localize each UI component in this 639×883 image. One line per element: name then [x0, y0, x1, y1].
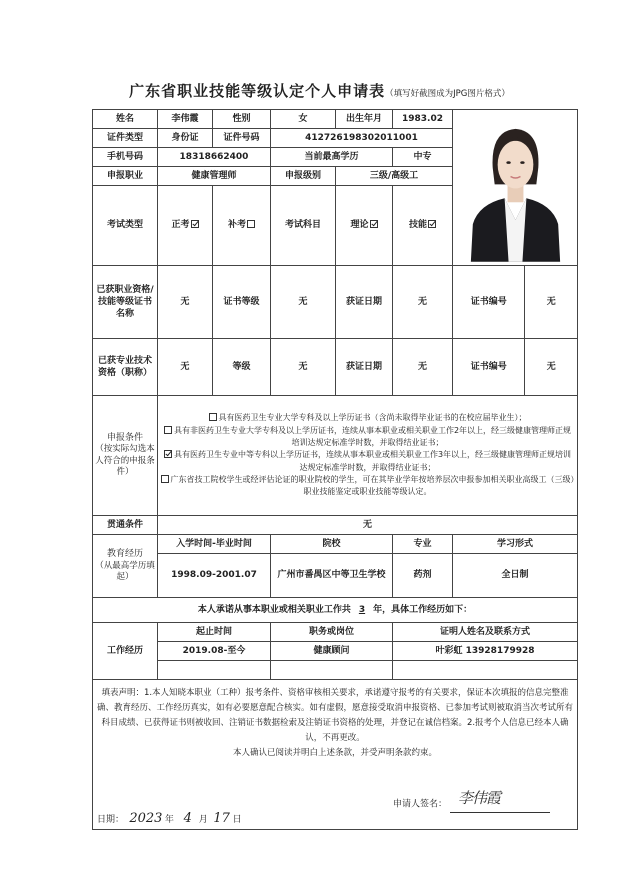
- application-form: [92, 109, 578, 830]
- exam-theory-label: 理论: [350, 220, 369, 231]
- photo-cell: [453, 110, 578, 266]
- work-period[interactable]: 2019.08-至今: [158, 642, 271, 661]
- edu-major[interactable]: 药剂: [393, 554, 453, 598]
- condition-item[interactable]: [160, 449, 575, 474]
- exam-makeup[interactable]: [213, 186, 271, 266]
- label-cert-date: 获证日期: [336, 266, 393, 339]
- exam-theory[interactable]: [336, 186, 393, 266]
- edu-form[interactable]: 全日制: [453, 554, 578, 598]
- label-id-no: 证件号码: [213, 129, 271, 148]
- value-prof-date[interactable]: 无: [393, 339, 453, 396]
- label-edu: 当前最高学历: [271, 148, 393, 167]
- condition-4-text: 广东省技工院校学生或经评估论证的职业院校的学生，可在其毕业学年按培养层次申报参加相关职业高级工（三级）职业技能鉴定或职业技能等级认定。: [170, 475, 575, 497]
- condition-4-checkbox[interactable]: [161, 475, 169, 483]
- value-edu[interactable]: 中专: [393, 148, 453, 167]
- declaration-text: 填表声明：1.本人知晓本职业（工种）报考条件、资格审核相关要求，承诺遵守报考的有关要求，保证本次填报的信息完整准确、教育经历、工作经历真实，如有必要愿意配合核实。如有虚假，愿意接受取消申报资格、已参加考试则被取消当次考试所有科目成绩、已获得证书则被收回、注销证书数据检索及注销证书资格的处理，并登记在诚信档案。2.报考个人信息已经本人确认，不再更改。: [97, 688, 574, 743]
- exam-makeup-checkbox[interactable]: [247, 220, 255, 228]
- label-prof-no: 证书编号: [453, 339, 525, 395]
- signature-block: [393, 790, 550, 813]
- value-phone[interactable]: 18318662400: [158, 148, 271, 167]
- work-empty-3[interactable]: [393, 661, 578, 680]
- date-year[interactable]: 2023: [127, 808, 165, 830]
- edu-col-school: 院校: [271, 535, 393, 554]
- title-main: 广东省职业技能等级认定个人申请表: [129, 82, 386, 100]
- exam-regular[interactable]: [158, 186, 213, 266]
- edu-school[interactable]: 广州市番禺区中等卫生学校: [271, 554, 393, 598]
- exam-skill-checkbox[interactable]: [428, 220, 436, 228]
- value-level[interactable]: 三级/高级工: [336, 167, 453, 186]
- exam-theory-checkbox[interactable]: [370, 220, 378, 228]
- value-id-type[interactable]: 身份证: [158, 129, 213, 148]
- value-cert-date[interactable]: 无: [393, 266, 453, 339]
- label-prof: 已获专业技术资格（职称）: [93, 339, 158, 396]
- condition-1-text: 具有医药卫生专业大学专科及以上学历证书（含尚未取得毕业证书的在校应届毕业生）；: [218, 413, 527, 423]
- prof-no-split: [453, 339, 577, 395]
- declaration-cell: [93, 680, 578, 830]
- exam-makeup-label: 补考: [227, 220, 246, 231]
- date-month-unit: 月: [198, 815, 208, 825]
- work-empty-1[interactable]: [158, 661, 271, 680]
- exam-regular-checkbox[interactable]: [191, 220, 199, 228]
- work-position[interactable]: 健康顾问: [271, 642, 393, 661]
- label-grade: 等级: [213, 339, 271, 396]
- value-cert-name[interactable]: 无: [158, 266, 213, 339]
- commit-years[interactable]: 3: [358, 604, 366, 615]
- handwritten-signature: 李伟霞: [457, 788, 500, 807]
- value-prof-no[interactable]: 无: [546, 361, 556, 372]
- value-prof-name[interactable]: 无: [158, 339, 213, 396]
- date-day-unit: 日: [232, 815, 242, 825]
- exam-skill[interactable]: [393, 186, 453, 266]
- label-cert-no: 证书编号: [453, 266, 525, 338]
- date-year-unit: 年: [164, 815, 174, 825]
- work-col-reference: 证明人姓名及联系方式: [393, 623, 578, 642]
- work-col-period: 起止时间: [158, 623, 271, 642]
- edu-period[interactable]: 1998.09-2001.07: [158, 554, 271, 598]
- label-occupation: 申报职业: [93, 167, 158, 186]
- applicant-photo: [453, 113, 577, 262]
- condition-2-text: 具有非医药卫生专业大学专科及以上学历证书，连续从事本职业或相关职业工作2年以上，经三级健康管理师正规培训达规定标准学时数，并取得结业证书；: [173, 425, 572, 447]
- value-id-no[interactable]: 412726198302011001: [271, 129, 453, 148]
- work-empty-2[interactable]: [271, 661, 393, 680]
- value-through[interactable]: 无: [158, 516, 578, 535]
- label-birth: 出生年月: [336, 110, 393, 129]
- value-birth[interactable]: 1983.02: [393, 110, 453, 129]
- cert-no-cell: [453, 266, 578, 339]
- value-cert-level[interactable]: 无: [271, 266, 336, 339]
- edu-label: [93, 535, 158, 598]
- label-level: 申报级别: [271, 167, 336, 186]
- edu-col-form: 学习形式: [453, 535, 578, 554]
- condition-3-checkbox[interactable]: [164, 450, 172, 458]
- signature-label: 申请人签名：: [393, 799, 448, 810]
- signature-line[interactable]: [450, 790, 550, 813]
- form-title: [0, 80, 639, 101]
- value-name[interactable]: 李伟霞: [158, 110, 213, 129]
- work-col-position: 职务或岗位: [271, 623, 393, 642]
- condition-2-checkbox[interactable]: [164, 426, 172, 434]
- title-note: （填写好截图成为JPG图片格式）: [385, 89, 510, 99]
- edu-note: （从最高学历填起）: [95, 560, 155, 583]
- value-occupation[interactable]: 健康管理师: [158, 167, 271, 186]
- condition-1-checkbox[interactable]: [209, 413, 217, 421]
- conditions-label: [93, 396, 158, 516]
- date-day[interactable]: 17: [211, 808, 233, 830]
- label-phone: 手机号码: [93, 148, 158, 167]
- label-prof-date: 获证日期: [336, 339, 393, 396]
- work-reference[interactable]: 叶彩虹 13928179928: [393, 642, 578, 661]
- value-gender[interactable]: 女: [271, 110, 336, 129]
- value-prof-grade[interactable]: 无: [271, 339, 336, 396]
- conditions-list: [158, 396, 578, 516]
- declaration-confirm: 本人确认已阅读并明白上述条款，并受声明条款约束。: [232, 747, 437, 758]
- label-id-type: 证件类型: [93, 129, 158, 148]
- commit-suffix: 年，具体工作经历如下：: [373, 604, 473, 615]
- cert-no-split: [453, 266, 577, 338]
- conditions-note: （按实际勾选本人符合的申报条件）: [95, 444, 155, 478]
- condition-item[interactable]: [160, 474, 575, 499]
- label-gender: 性别: [213, 110, 271, 129]
- exam-skill-label: 技能: [408, 220, 427, 231]
- condition-item[interactable]: [160, 425, 575, 450]
- label-through: 贯通条件: [93, 516, 158, 535]
- edu-col-period: 入学时间-毕业时间: [158, 535, 271, 554]
- date-block: [97, 808, 242, 830]
- edu-col-major: 专业: [393, 535, 453, 554]
- value-cert-no[interactable]: 无: [546, 296, 556, 307]
- label-cert: 已获职业资格/技能等级证书名称: [93, 266, 158, 339]
- date-month[interactable]: 4: [177, 808, 199, 830]
- edu-title: 教育经历: [106, 549, 143, 560]
- label-name: 姓名: [93, 110, 158, 129]
- date-label: 日期：: [97, 815, 125, 825]
- commit-prefix: 本人承诺从事本职业或相关职业工作共: [197, 604, 351, 615]
- condition-item[interactable]: [160, 412, 575, 424]
- label-exam-type: 考试类型: [93, 186, 158, 266]
- condition-3-text: 具有医药卫生专业中等专科以上学历证书，连续从事本职业或相关职业工作3年以上，经三级健康管理师正规培训达规定标准学时数，并取得结业证书；: [173, 450, 572, 472]
- conditions-title: 申报条件: [106, 433, 143, 444]
- prof-no-cell: [453, 339, 578, 396]
- exam-regular-label: 正考: [171, 220, 190, 231]
- work-commitment: [93, 598, 578, 623]
- label-work: 工作经历: [93, 623, 158, 680]
- label-exam-subject: 考试科目: [271, 186, 336, 266]
- label-cert-level: 证书等级: [213, 266, 271, 339]
